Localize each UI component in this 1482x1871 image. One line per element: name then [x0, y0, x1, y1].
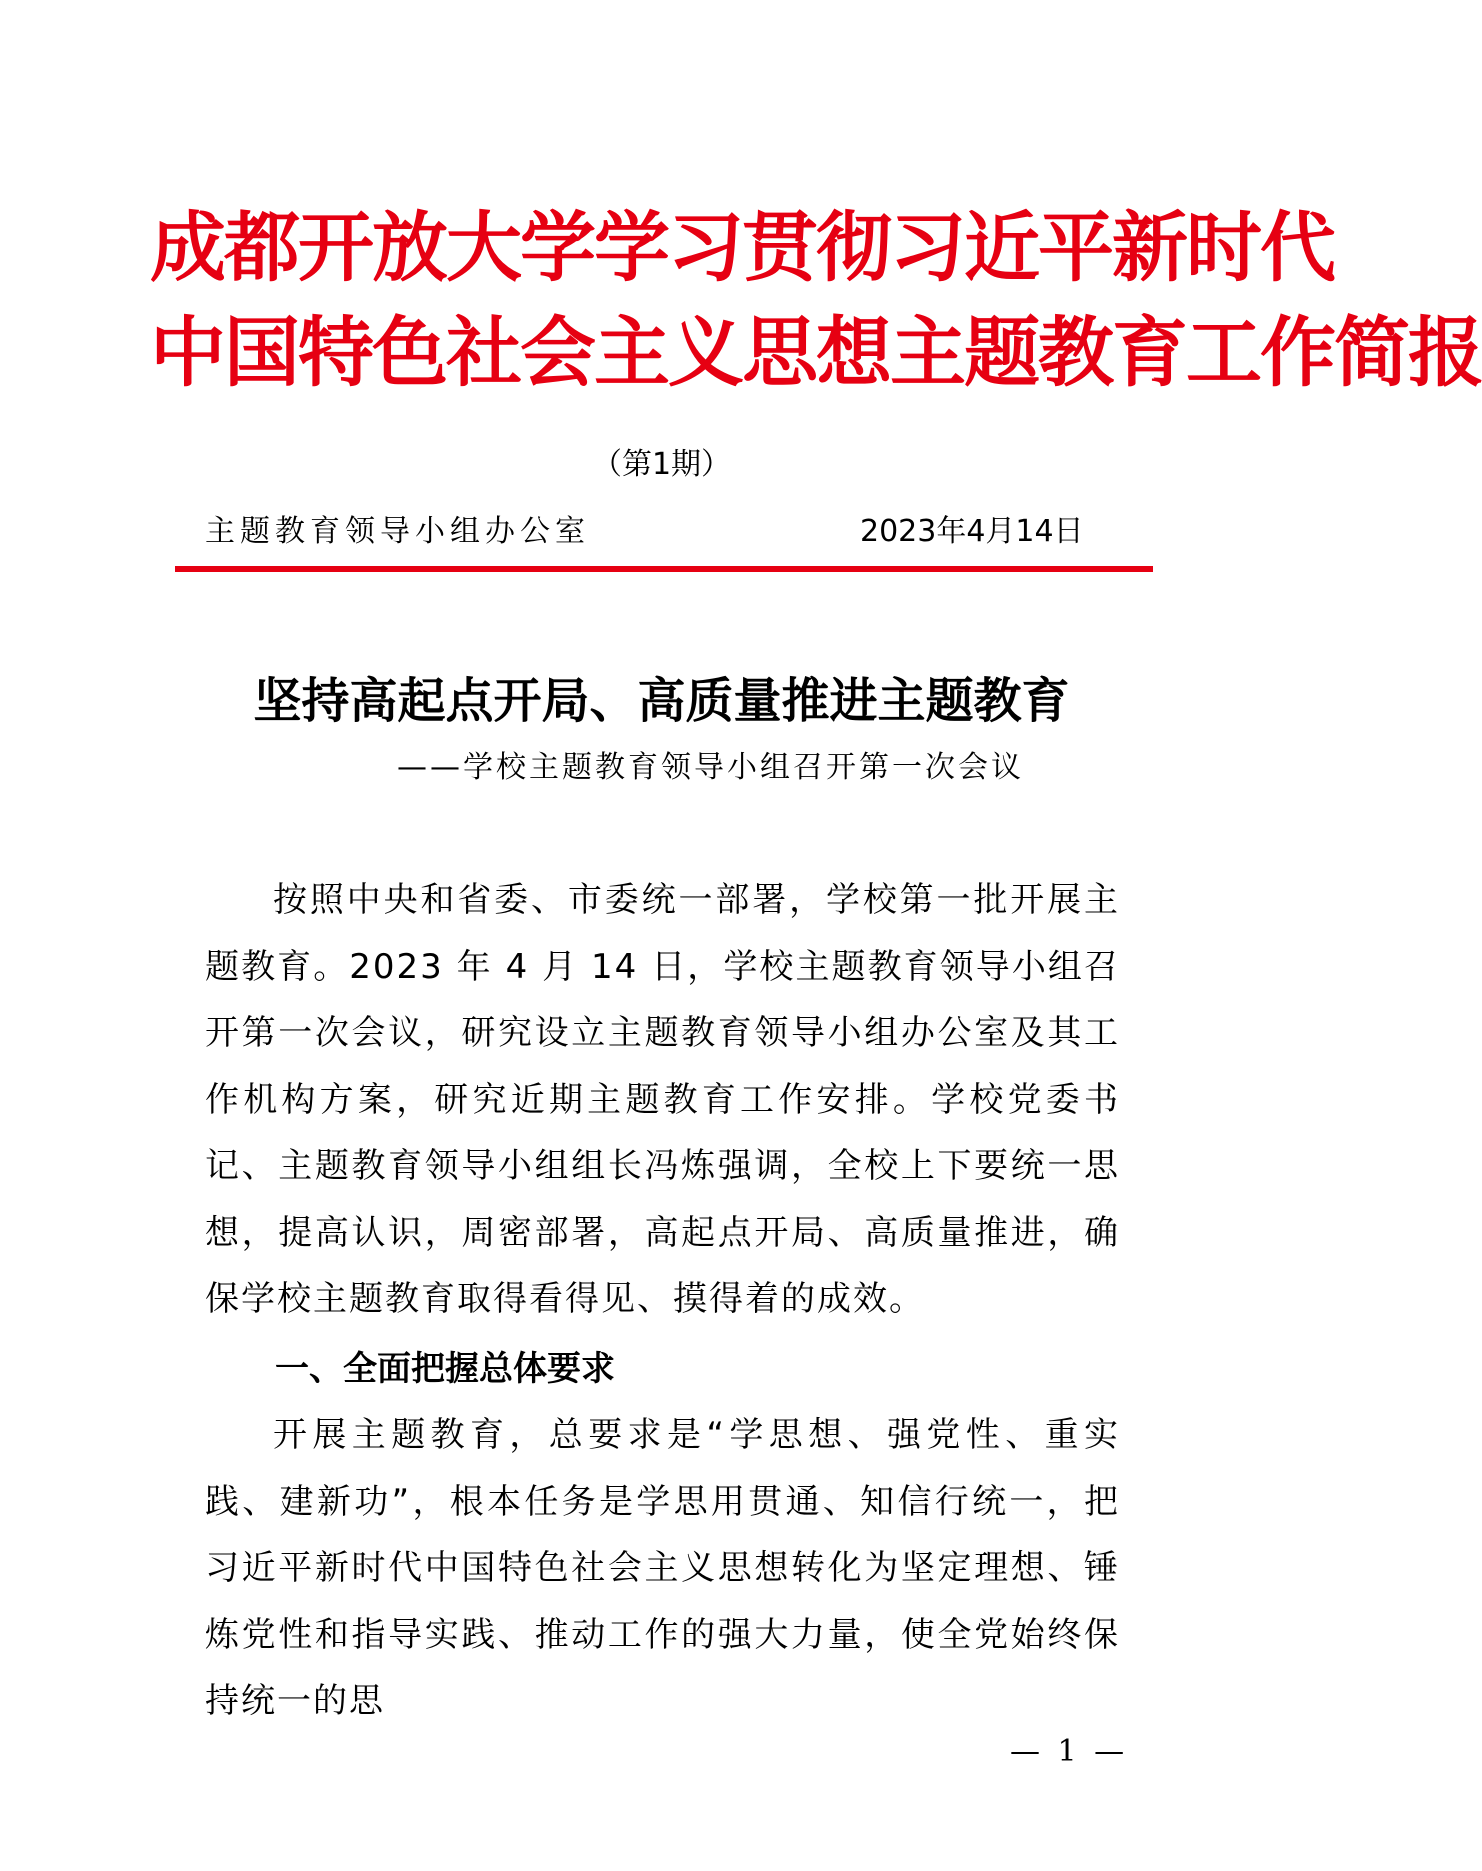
body-paragraph-2: 开展主题教育，总要求是“学思想、强党性、重实践、建新功”，根本任务是学思用贯通、知信行统一，把习近平新时代中国特色社会主义思想转化为坚定理想、锤炼党性和指导实践、推动工作的强大力量，使全党始终保持统一的思 [205, 1415, 1120, 1721]
page-number: — 1 — [1010, 1734, 1129, 1769]
body-paragraph-1: 按照中央和省委、市委统一部署，学校第一批开展主题教育。2023 年 4 月 14 日，学校主题教育领导小组召开第一次会议，研究设立主题教育领导小组办公室及其工作机构方案，研究近期主题教育工作安排。学校党委书记、主题教育领导小组组长冯炼强调，全校上下要统一思想，提高认识，周密部署，高起点开局、高质量推进，确保学校主题教育取得看得见、摸得着的成效。 [205, 880, 1120, 1319]
masthead-line-2: 中国特色社会主义思想主题教育工作简报 [150, 308, 1482, 397]
issuing-office: 主题教育领导小组办公室 [205, 514, 590, 549]
section-heading-1: 一、全面把握总体要求 [275, 1349, 615, 1389]
article-title: 坚持高起点开局、高质量推进主题教育 [253, 673, 1070, 729]
issue-date: 2023年4月14日 [860, 514, 1084, 549]
red-divider-line [175, 566, 1153, 572]
masthead-title [150, 195, 1482, 405]
article-subtitle: ——学校主题教育领导小组召开第一次会议 [397, 750, 1024, 785]
masthead-line-1: 成都开放大学学习贯彻习近平新时代 [150, 203, 1334, 292]
issue-number: （第1期） [591, 447, 732, 482]
